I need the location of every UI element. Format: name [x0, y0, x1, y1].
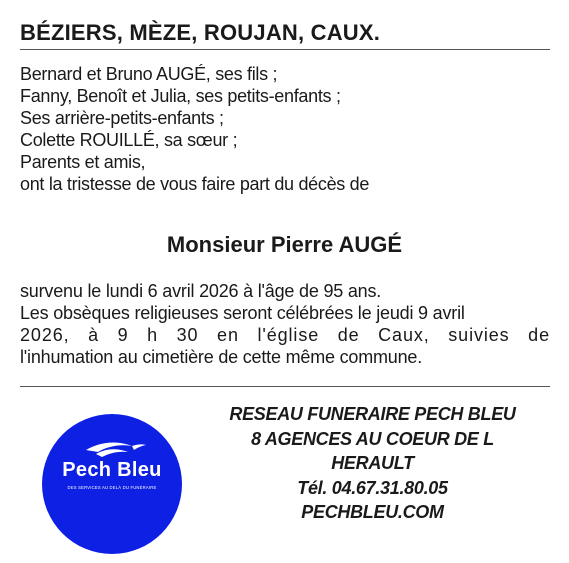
location-title: BÉZIERS, MÈZE, ROUJAN, CAUX.	[20, 20, 381, 45]
details-line: 2026, à 9 h 30 en l'église de Caux, suivies de	[20, 325, 550, 345]
family-line: Colette ROUILLÉ, sa sœur ;	[20, 130, 238, 150]
bird-swoosh-icon	[42, 414, 182, 554]
logo-tagline: DES SERVICES AU DELÀ DU FUNÉRAIRE	[67, 485, 157, 490]
family-line: Fanny, Benoît et Julia, ses petits-enfants ;	[20, 86, 341, 106]
logo-name: Pech Bleu	[62, 459, 162, 481]
family-line: Parents et amis,	[20, 152, 146, 172]
top-divider	[20, 49, 550, 50]
family-list	[20, 63, 369, 195]
details-line: l'inhumation au cimetière de cette même commune.	[20, 347, 423, 367]
agency-phone: Tél. 04.67.31.80.05	[297, 477, 448, 498]
details-line: Les obsèques religieuses seront célébrées le jeudi 9 avril	[20, 303, 465, 323]
bottom-divider	[20, 386, 550, 387]
agency-website: PECHBLEU.COM	[301, 502, 444, 522]
family-line: Ses arrière-petits-enfants ;	[20, 108, 224, 128]
funeral-details	[20, 280, 550, 368]
family-line: Bernard et Bruno AUGÉ, ses fils ;	[20, 64, 278, 84]
agency-line: 8 AGENCES AU COEUR DE L	[251, 428, 494, 449]
agency-line: HERAULT	[331, 453, 414, 473]
agency-block	[200, 402, 545, 525]
details-line: survenu le lundi 6 avril 2026 à l'âge de 95 ans.	[20, 281, 382, 301]
pech-bleu-logo	[42, 414, 182, 554]
deceased-name: Monsieur Pierre AUGÉ	[166, 232, 403, 257]
family-line: ont la tristesse de vous faire part du décès de	[20, 174, 370, 194]
agency-name: RESEAU FUNERAIRE PECH BLEU	[229, 404, 516, 424]
